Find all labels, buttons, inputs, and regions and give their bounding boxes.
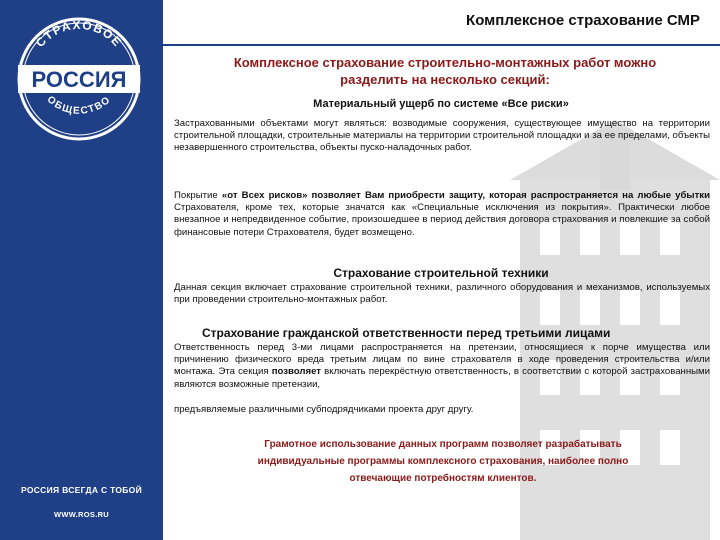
intro-text (180, 54, 710, 88)
material-para2-start: Покрытие (174, 190, 222, 201)
section-heading-material: Материальный ущерб по системе «Все риски» (313, 98, 569, 110)
material-paragraph-2 (174, 190, 710, 239)
svg-text:СТРАХОВОЕ (33, 18, 125, 50)
logo-center-text: РОССИЯ (31, 67, 127, 92)
material-paragraph-1: Застрахованными объектами могут являться: возводимые сооружения, существующее имущество на территории строительной площадки, строительные материалы на территории строительной площадки и за ее пределами, объекты незавершенного строительства, объекты пуско-наладочных работ. (174, 118, 710, 154)
material-para2-rest: Страхователя, кроме тех, которые значатся как «Специальные исключения из покрытия». Практически любое внезапное и непредвиденное событие, произошедшее в период действия договора страхования и повлекшие за собой финансовые потери Страхователя, будет возмещено. (174, 202, 710, 238)
intro-line-2: разделить на несколько секций: (340, 72, 550, 87)
company-logo (14, 14, 144, 144)
conclusion-text (200, 436, 686, 487)
conclusion-line-2: индивидуальные программы комплексного страхования, наиболее полно (257, 456, 629, 467)
slogan: РОССИЯ ВСЕГДА С ТОБОЙ (20, 485, 143, 495)
liability-para-emphasis: позволяет (271, 366, 321, 378)
website-link[interactable]: WWW.ROS.RU (53, 510, 110, 519)
liability-para-start: Ответственность перед 3-ми лицами распространяется на претензии, относящиеся к порче имущества или причинению физического вреда третьим лицам по вине страхователя в ходе проведения строительства и/или монтажа. Эта секция (174, 342, 710, 378)
liability-paragraph (174, 342, 710, 391)
liability-paragraph-2: предъявляемые различными субподрядчиками проекта друг другу. (174, 404, 474, 415)
machinery-paragraph: Данная секция включает страхование строительной техники, различного оборудования и механизмов, используемых при проведении строительно-монтажных работ. (174, 282, 710, 306)
material-para2-emphasis: «от Всех рисков» позволяет Вам приобрести защиту, которая распространяется на любые убытки (221, 190, 711, 201)
main-content (170, 0, 712, 540)
section-heading-machinery: Страхование строительной техники (333, 266, 549, 280)
section-heading-liability: Страхование гражданской ответственности перед третьими лицами (202, 326, 611, 340)
page-title: Комплексное страхование СМР (466, 12, 700, 29)
liability-para-rest: включать перекрёстную ответственность, в соответствии с которой застрахованными являются возможные претензии, (174, 366, 710, 390)
svg-text:ОБЩЕСТВО (45, 94, 114, 117)
intro-line-1: Комплексное страхование строительно-монтажных работ можно (233, 55, 657, 70)
logo-bottom-text: ОБЩЕСТВО (44, 94, 114, 117)
conclusion-line-1: Грамотное использование данных программ позволяет разрабатывать (264, 439, 622, 450)
logo-top-text: СТРАХОВОЕ (32, 17, 126, 50)
conclusion-line-3: отвечающие потребностям клиентов. (349, 473, 537, 484)
sidebar (0, 0, 163, 540)
